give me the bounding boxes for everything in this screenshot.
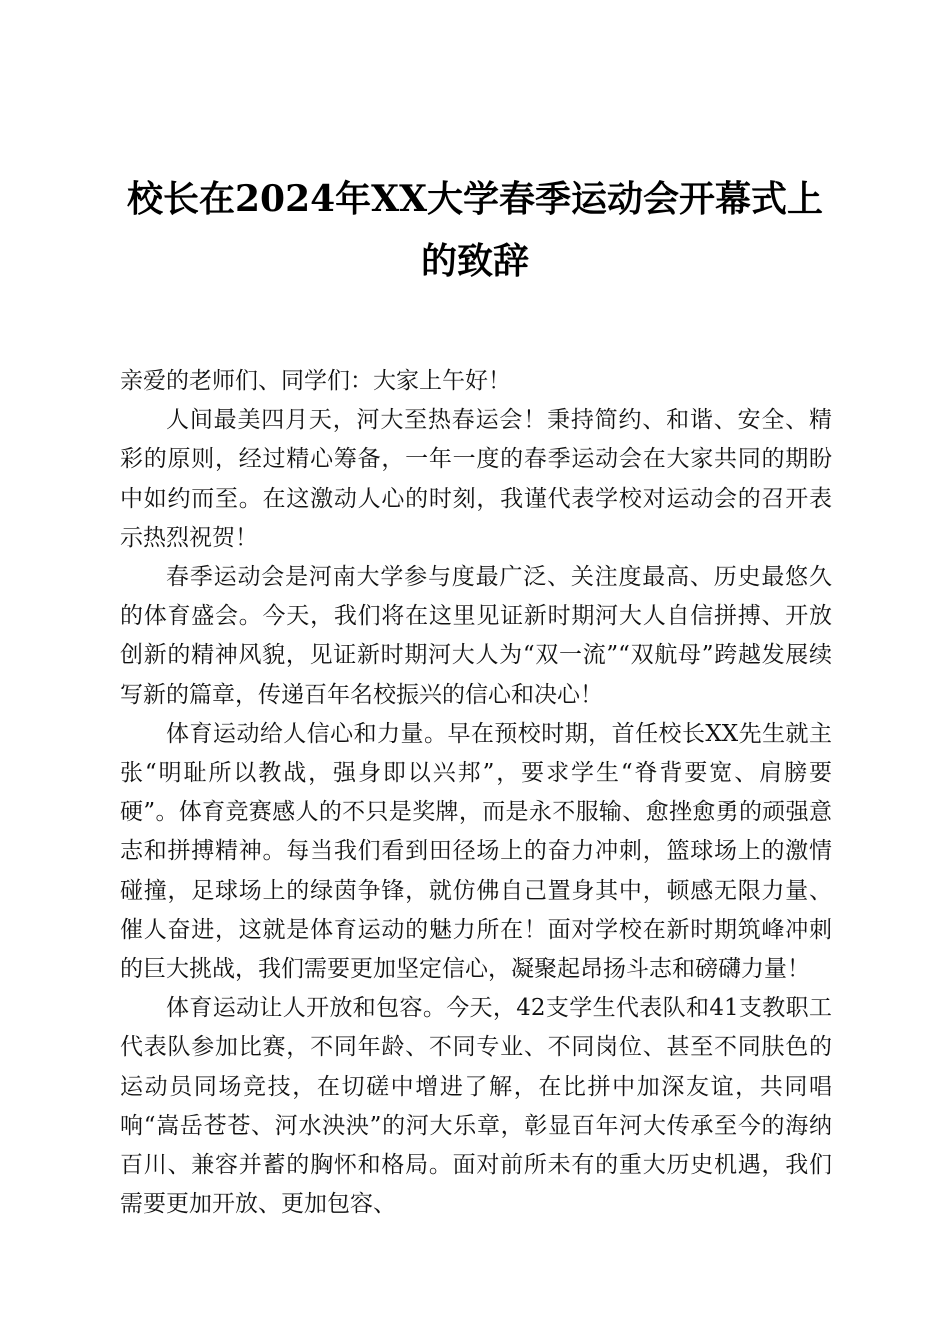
title-line-1: 校长在2024年XX大学春季运动会开幕式上 bbox=[126, 178, 824, 220]
document-body bbox=[120, 362, 832, 1224]
paragraph-3: 体育运动给人信心和力量。早在预校时期，首任校长XX先生就主张“明耻所以教战，强身即以兴邦”，要求学生“脊背要宽、肩膀要硬”。体育竞赛感人的不只是奖牌，而是永不服输、愈挫愈勇的顽强意志和拼搏精神。每当我们看到田径场上的奋力冲刺，篮球场上的激情碰撞，足球场上的绿茵争锋，就仿佛自己置身其中，顿感无限力量、催人奋进，这就是体育运动的魅力所在！面对学校在新时期筑峰冲刺的巨大挑战，我们需要更加坚定信心，凝聚起昂扬斗志和磅礴力量！ bbox=[120, 720, 832, 983]
paragraph-4: 体育运动让人开放和包容。今天，42支学生代表队和41支教职工代表队参加比赛，不同年龄、不同专业、不同岗位、甚至不同肤色的运动员同场竞技，在切磋中增进了解，在比拼中加深友谊，共同唱响“嵩岳苍苍、河水泱泱”的河大乐章，彰显百年河大传承至今的海纳百川、兼容并蓄的胸怀和格局。面对前所未有的重大历史机遇，我们需要更加开放、更加包容、 bbox=[120, 995, 832, 1218]
paragraph-2: 春季运动会是河南大学参与度最广泛、关注度最高、历史最悠久的体育盛会。今天，我们将在这里见证新时期河大人自信拼搏、开放创新的精神风貌，见证新时期河大人为“双一流”“双航母”跨越发展续写新的篇章，传递百年名校振兴的信心和决心！ bbox=[120, 564, 832, 708]
title-line-2: 的致辞 bbox=[420, 240, 529, 282]
paragraph-1: 人间最美四月天，河大至热春运会！秉持简约、和谐、安全、精彩的原则，经过精心筹备，一年一度的春季运动会在大家共同的期盼中如约而至。在这激动人心的时刻，我谨代表学校对运动会的召开表示热烈祝贺！ bbox=[120, 407, 832, 551]
document-title bbox=[110, 168, 840, 292]
greeting: 亲爱的老师们、同学们：大家上午好！ bbox=[120, 368, 511, 394]
